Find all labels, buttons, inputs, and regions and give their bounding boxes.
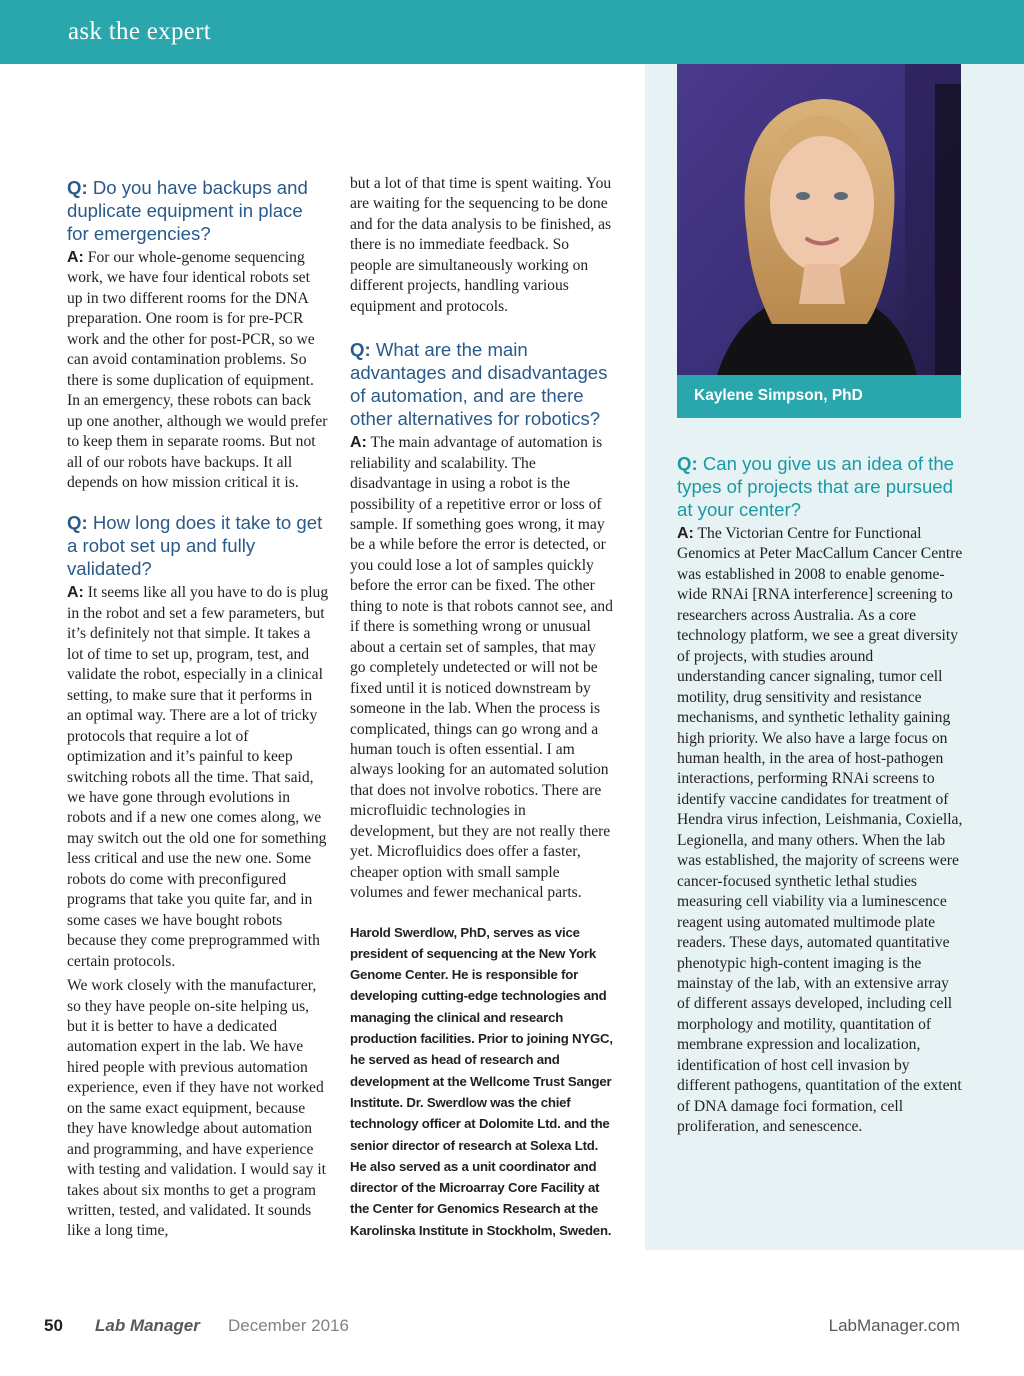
answer-paragraph bbox=[350, 433, 614, 903]
magazine-name: Lab Manager bbox=[95, 1316, 200, 1335]
answer-text: For our whole-genome sequencing work, we have four identical robots set up in two different rooms for the DNA preparation. One room is for pre-PCR work and the other for post-PCR, so we can avoid contamination problems. So there is some duplication of equipment. In an emergency, these robots can back up one another, although we would prefer to keep them in separate rooms. But not all of our robots have backups. It all depends on how mission critical it is. bbox=[67, 249, 328, 491]
answer-label: A: bbox=[350, 434, 367, 452]
answer-paragraph bbox=[677, 524, 964, 1138]
question-label: Q: bbox=[350, 339, 371, 361]
question-text: How long does it take to get a robot set up and fully validated? bbox=[67, 512, 323, 580]
header-bar bbox=[0, 0, 1024, 64]
question-heading bbox=[350, 338, 614, 430]
photo-caption-band bbox=[677, 375, 961, 418]
website-link[interactable]: LabManager.com bbox=[828, 1316, 960, 1335]
answer-label: A: bbox=[67, 249, 84, 266]
answer-continuation: but a lot of that time is spent waiting. You are waiting for the sequencing to be done and for the data analysis to be finished, as there is no immediate feedback. So people are simultaneously working on different projects, handling various equipment and protocols. bbox=[350, 175, 612, 315]
answer-label: A: bbox=[67, 584, 84, 602]
portrait-illustration bbox=[677, 64, 961, 375]
answer-label: A: bbox=[677, 525, 694, 542]
page-number: 50 bbox=[44, 1316, 63, 1335]
question-heading bbox=[67, 176, 329, 245]
question-label: Q: bbox=[67, 512, 88, 534]
author-bio: Harold Swerdlow, PhD, serves as vice president of sequencing at the New York Genome Center. He is responsible for developing cutting-edge technologies and managing the clinical and research production facilities. Prior to joining NYGC, he served as head of research and development at the Wellcome Trust Sanger Institute. Dr. Swerdlow was the chief technology officer at Dolomite Ltd. and the senior director of research at Solexa Ltd. He also served as a unit coordinator and director of the Microarray Core Facility at the Center for Genomics Research at the Karolinska Institute in Stockholm, Sweden. bbox=[350, 924, 613, 1238]
question-text: Do you have backups and duplicate equipment in place for emergencies? bbox=[67, 177, 308, 244]
answer-text: The main advantage of automation is reliability and scalability. The disadvantage in using a robot is the possibility of a repetitive error or loss of sample. If something goes wrong, it may be a while before the error is detected, or you could lose a lot of samples quickly before the error can be fixed. The other thing to note is that robots cannot see, and if there is something wrong or unusual about a certain set of samples, that may go completely undetected or will not be fixed until it is noticed downstream by someone in the lab. When the process is complicated, things can go wrong and a human touch is often essential. I am always looking for an automated solution that does not involve robotics. There are microfluidic technologies in development, but they are not really there yet. Microfluidics does offer a faster, cheaper option with small sample volumes and fewer mechanical parts. bbox=[350, 434, 613, 902]
question-label: Q: bbox=[67, 177, 88, 198]
photo-caption: Kaylene Simpson, PhD bbox=[694, 387, 863, 404]
portrait-photo bbox=[677, 64, 961, 375]
column-1 bbox=[67, 176, 329, 1260]
column-3 bbox=[677, 452, 964, 1156]
question-label: Q: bbox=[677, 453, 698, 474]
question-heading bbox=[677, 452, 964, 521]
answer-text: The Victorian Centre for Functional Genomics at Peter MacCallum Cancer Centre was established in 2008 to enable genome-wide RNAi [RNA interference] screening to researchers across Australia. As a core technology platform, we see a great diversity of projects, with studies around understanding cancer signaling, tumor cell motility, drug sensitivity and resistance mechanisms, and synthetic lethality gaining high priority. We also have a large focus on human health, in the area of host-pathogen interactions, performing RNAi screens to identify vaccine candidates for treatment of Hendra virus infection, Leishmania, Coxiella, Legionella, and many others. When the lab was established, the majority of screens were cancer-focused synthetic lethal studies measuring cell viability via a luminescence reagent using automated multimode plate readers. These days, automated quantitative phenotypic high-content imaging is the mainstay of the lab, with an extensive array of different assays developed, including cell morphology and motility, quantitation of membrane expression and localization, identification of host cell invasion by different pathogens, quantitation of the extent of DNA damage foci formation, cell proliferation, and senescence. bbox=[677, 525, 963, 1136]
answer-paragraph bbox=[67, 248, 329, 493]
answer-paragraph bbox=[67, 583, 329, 972]
answer-continuation: We work closely with the manufacturer, so they have people on-site helping us, but it is better to have a dedicated automation expert in the lab. We have hired people with previous automation experience, even if they have not worked on the same exact equipment, because they have knowledge about automation and programming, and have experience with testing and validation. I would say it takes about six months to get a program written, tested, and validated. It sounds like a long time, bbox=[67, 977, 326, 1240]
question-text: What are the main advantages and disadvantages of automation, and are there other alternatives for robotics? bbox=[350, 339, 608, 430]
question-text: Can you give us an idea of the types of projects that are pursued at your center? bbox=[677, 453, 955, 520]
column-2 bbox=[350, 174, 614, 1241]
answer-text: It seems like all you have to do is plug in the robot and set a few parameters, but it’s definitely not that simple. It takes a lot of time to set up, program, test, and validate the robot, especially in a clinical setting, to make sure that it performs in an optimal way. There are a lot of tricky protocols that require a lot of optimization and it’s painful to keep switching robots all the time. That said, we have gone through evolutions in robots and if a new one comes along, we may switch out the old one for something less critical and use the new one. Some robots do come with preconfigured programs that take you quite far, and in some cases we have bought robots because they come preprogrammed with certain protocols. bbox=[67, 584, 329, 970]
question-heading bbox=[67, 511, 329, 580]
section-title: ask the expert bbox=[68, 18, 212, 45]
issue-date: December 2016 bbox=[228, 1316, 349, 1335]
